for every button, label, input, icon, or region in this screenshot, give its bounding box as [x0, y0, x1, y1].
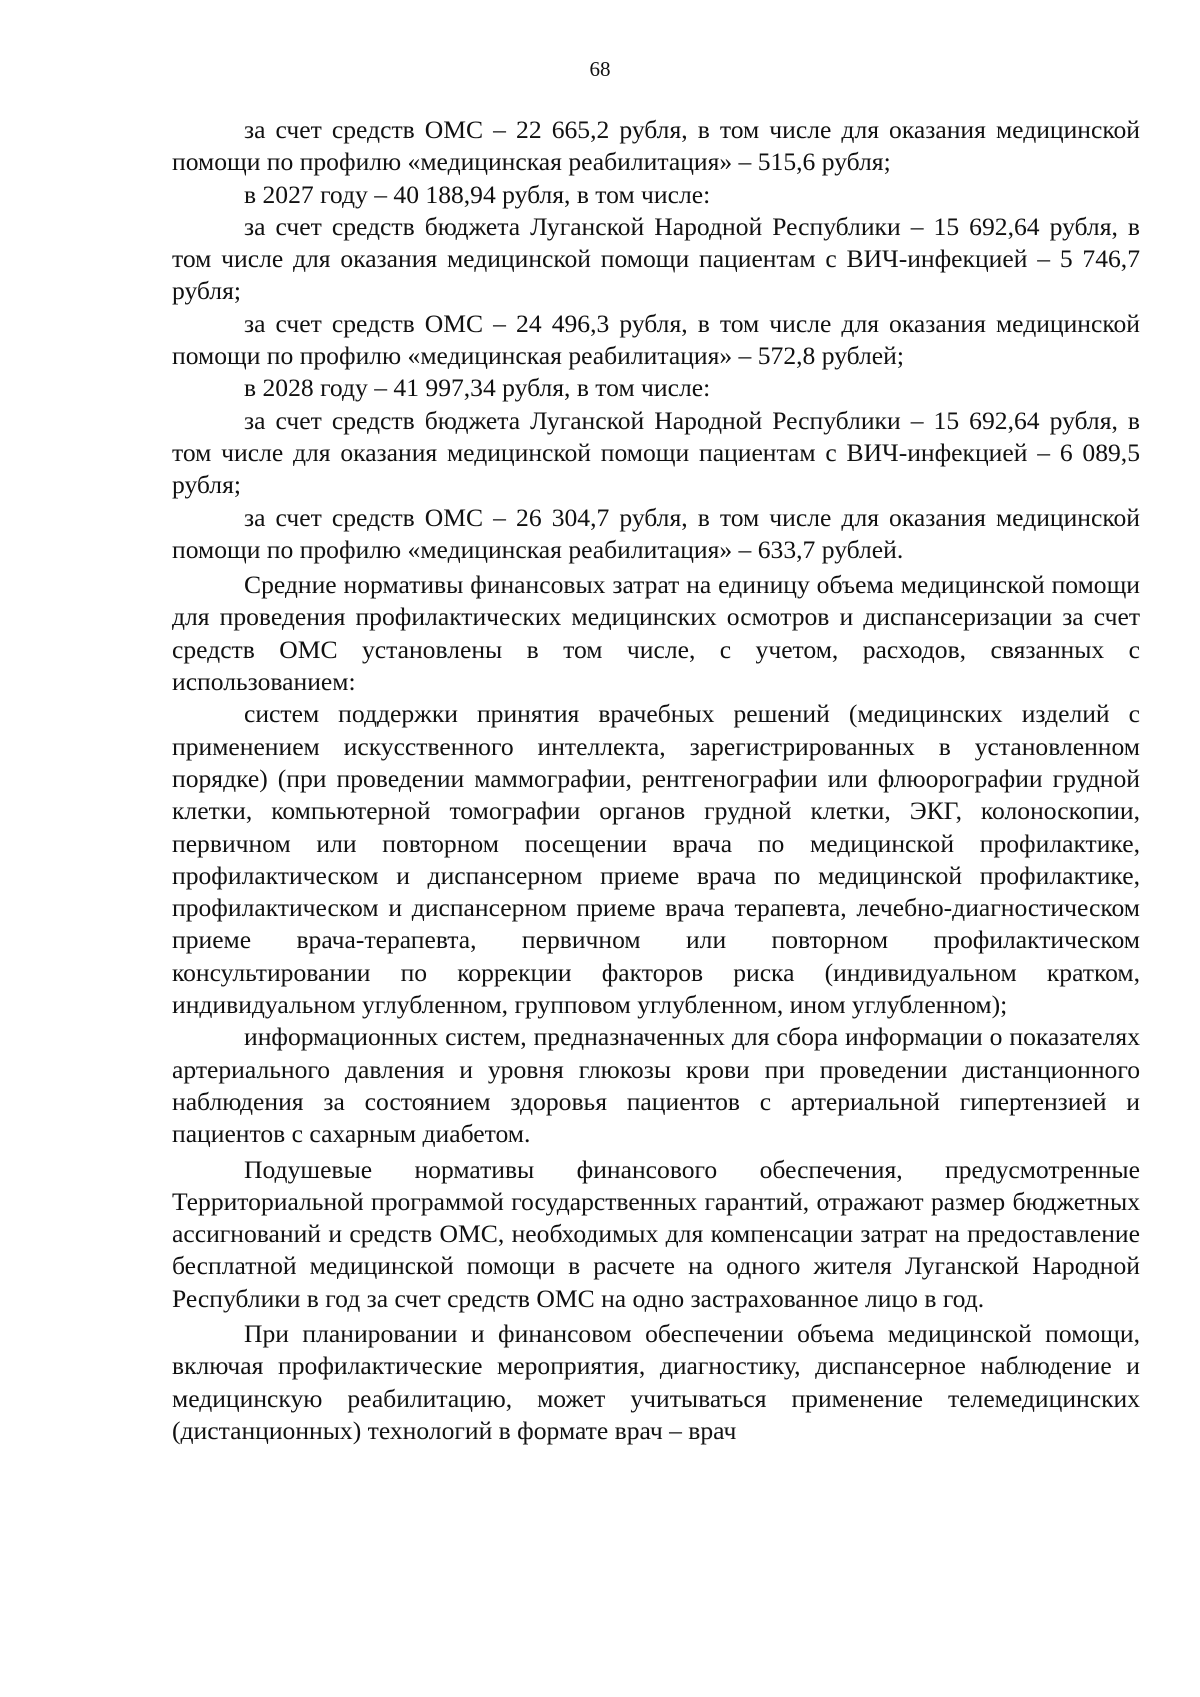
paragraph-2028-budget: за счет средств бюджета Луганской Народной Республики – 15 692,64 рубля, в том числе для оказания медицинской помощи пациентам с ВИЧ-инфекцией – 6 089,5 рубля;: [172, 405, 1140, 500]
paragraph-2027-total: в 2027 году – 40 188,94 рубля, в том числе:: [244, 179, 711, 209]
paragraph-decision-support-systems: систем поддержки принятия врачебных решений (медицинских изделий с применением искусственного интеллекта, зарегистрированных в установленном порядке) (при проведении маммографии, рентгенографии или флюорографии грудной клетки, компьютерной томографии органов грудной клетки, ЭКГ, колоноскопии, первичном или повторном посещении врача по медицинской профилактике, профилактическом и диспансерном приеме врача по медицинской профилактике, профилактическом и диспансерном приеме врача терапевта, лечебно-диагностическом приеме врача-терапевта, первичном или повторном профилактическом консультировании по коррекции факторов риска (индивидуальном кратком, индивидуальном углубленном, групповом углубленном, ином углубленном);: [172, 699, 1140, 1020]
paragraph-2028-oms: за счет средств ОМС – 26 304,7 рубля, в том числе для оказания медицинской помощи по профилю «медицинская реабилитация» – 633,7 рублей.: [172, 502, 1140, 564]
paragraph-telemedicine: При планировании и финансовом обеспечении объема медицинской помощи, включая профилактические мероприятия, диагностику, диспансерное наблюдение и медицинскую реабилитацию, может учитываться применение телемедицинских (дистанционных) технологий в формате врач – врач: [172, 1318, 1140, 1445]
paragraph-2027-oms: за счет средств ОМС – 24 496,3 рубля, в том числе для оказания медицинской помощи по профилю «медицинская реабилитация» – 572,8 рублей;: [172, 308, 1140, 371]
paragraph-2027-budget: за счет средств бюджета Луганской Народной Республики – 15 692,64 рубля, в том числе для оказания медицинской помощи пациентам с ВИЧ-инфекцией – 5 746,7 рубля;: [172, 211, 1140, 306]
paragraph-2028-total: в 2028 году – 41 997,34 рубля, в том числе:: [244, 373, 711, 403]
paragraph-oms-2026: за счет средств ОМС – 22 665,2 рубля, в том числе для оказания медицинской помощи по профилю «медицинская реабилитация» – 515,6 рубля;: [172, 115, 1140, 177]
document-body: [172, 114, 1140, 1447]
paragraph-average-norms: Средние нормативы финансовых затрат на единицу объема медицинской помощи для проведения профилактических медицинских осмотров и диспансеризации за счет средств ОМС установлены в том числе, с учетом, расходов, связанных с использованием:: [172, 570, 1140, 697]
paragraph-per-capita-norms: Подушевые нормативы финансового обеспечения, предусмотренные Территориальной программой государственных гарантий, отражают размер бюджетных ассигнований и средств ОМС, необходимых для компенсации затрат на предоставление бесплатной медицинской помощи в расчете на одного жителя Луганской Народной Республики в год за счет средств ОМС на одно застрахованное лицо в год.: [172, 1154, 1140, 1313]
paragraph-information-systems: информационных систем, предназначенных для сбора информации о показателях артериального давления и уровня глюкозы крови при проведении дистанционного наблюдения за состоянием здоровья пациентов с артериальной гипертензией и пациентов с сахарным диабетом.: [172, 1022, 1140, 1149]
page-number: 68: [589, 57, 611, 81]
